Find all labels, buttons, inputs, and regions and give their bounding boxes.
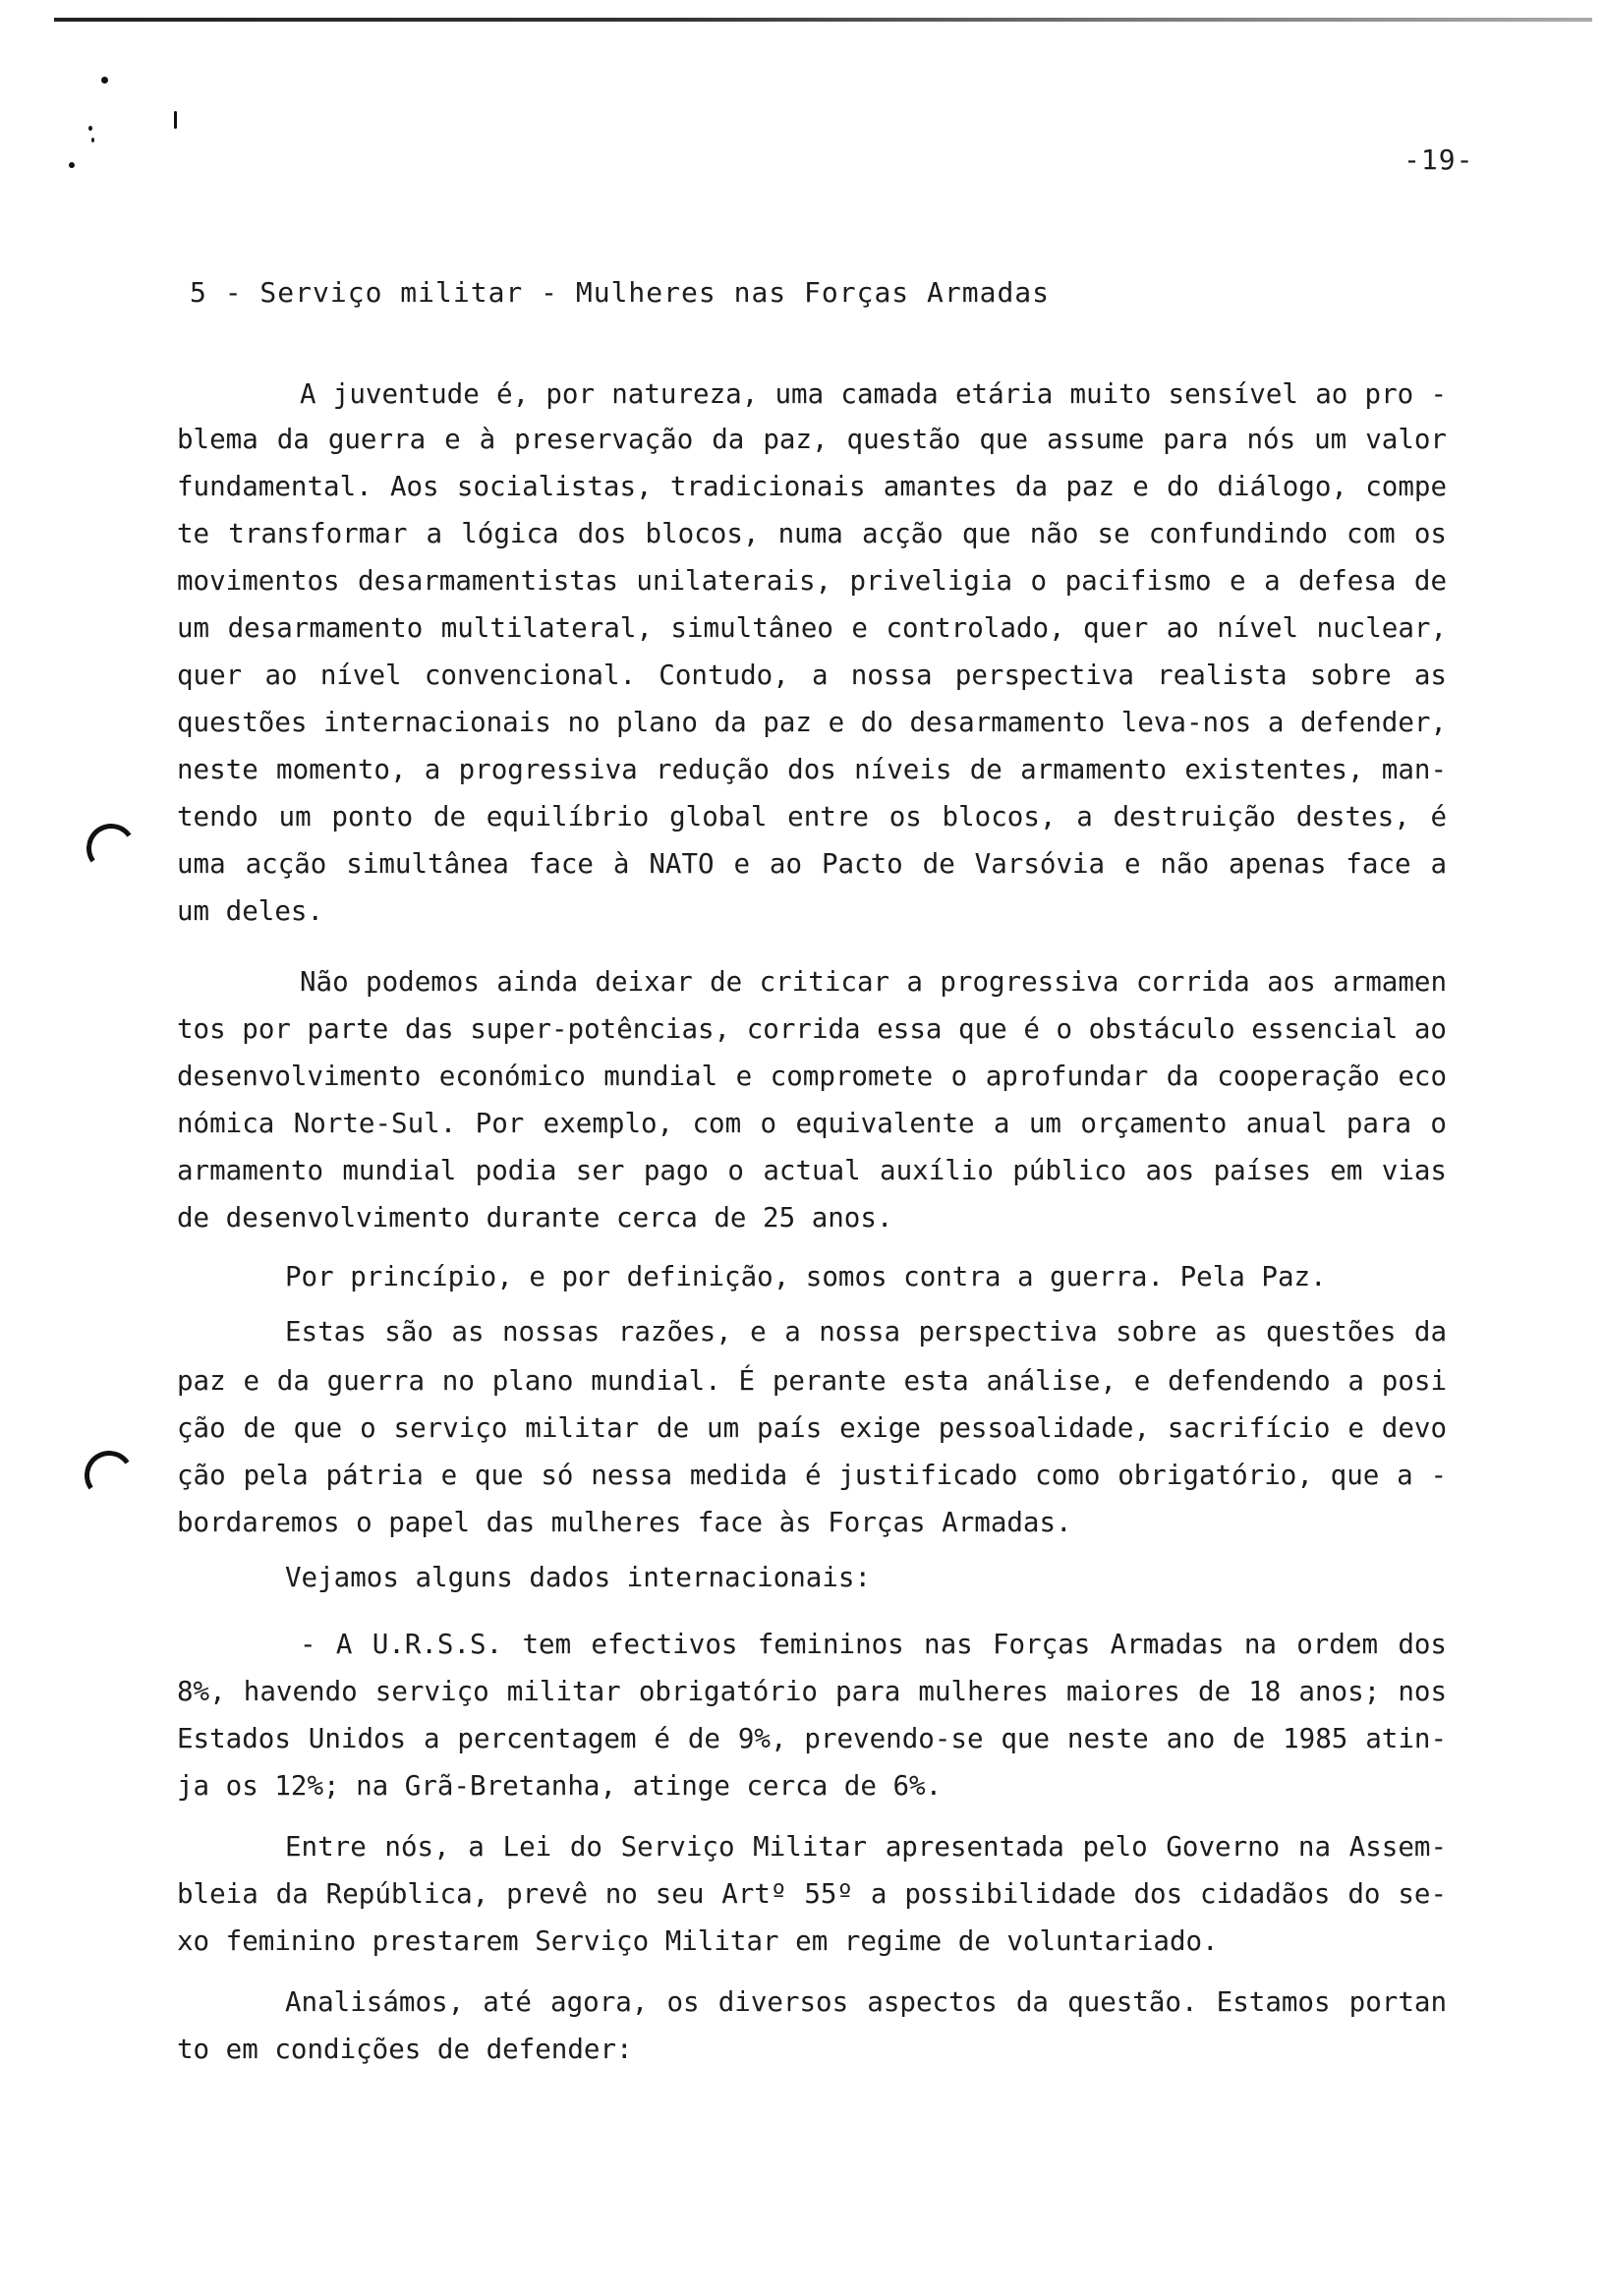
scan-speck <box>174 111 177 129</box>
text-line: - A U.R.S.S. tem efectivos femininos nas Forças Armadas na ordem dos <box>300 1629 1447 1660</box>
text-line: Estas são as nossas razões, e a nossa perspectiva sobre as questões da <box>285 1316 1447 1348</box>
text-line: bordaremos o papel das mulheres face às Forças Armadas. <box>177 1507 1072 1538</box>
text-line: fundamental. Aos socialistas, tradicionais amantes da paz e do diálogo, compe <box>177 471 1447 502</box>
text-line: quer ao nível convencional. Contudo, a nossa perspectiva realista sobre as <box>177 660 1447 691</box>
text-line: 8%, havendo serviço militar obrigatório para mulheres maiores de 18 anos; nos <box>177 1676 1447 1707</box>
text-line: um desarmamento multilateral, simultâneo e controlado, quer ao nível nuclear, <box>177 612 1447 644</box>
text-line: questões internacionais no plano da paz e do desarmamento leva-nos a defender, <box>177 707 1447 738</box>
text-line: blema da guerra e à preservação da paz, questão que assume para nós um valor <box>177 424 1447 455</box>
text-line: Estados Unidos a percentagem é de 9%, prevendo-se que neste ano de 1985 atin- <box>177 1723 1447 1754</box>
text-line: neste momento, a progressiva redução dos níveis de armamento existentes, man- <box>177 754 1447 785</box>
text-line: tendo um ponto de equilíbrio global entre os blocos, a destruição destes, é <box>177 801 1447 832</box>
text-line: armamento mundial podia ser pago o actual auxílio público aos países em vias <box>177 1155 1447 1186</box>
text-line: te transformar a lógica dos blocos, numa acção que não se confundindo com os <box>177 518 1447 549</box>
text-line: movimentos desarmamentistas unilaterais, priveligia o pacifismo e a defesa de <box>177 565 1447 597</box>
text-line: tos por parte das super-potências, corrida essa que é o obstáculo essencial ao <box>177 1013 1447 1045</box>
text-line: Analisámos, até agora, os diversos aspectos da questão. Estamos portan <box>285 1986 1447 2018</box>
text-line: de desenvolvimento durante cerca de 25 anos. <box>177 1202 893 1234</box>
top-scan-rule <box>54 18 1592 22</box>
scan-speck <box>88 126 92 131</box>
scan-speck <box>91 138 94 143</box>
text-line: A juventude é, por natureza, uma camada etária muito sensível ao pro - <box>300 378 1447 410</box>
text-line: Não podemos ainda deixar de criticar a progressiva corrida aos armamen <box>300 966 1447 998</box>
text-line: uma acção simultânea face à NATO e ao Pacto de Varsóvia e não apenas face a <box>177 848 1447 880</box>
page-number: -19- <box>1404 144 1474 176</box>
text-line: xo feminino prestarem Serviço Militar em regime de voluntariado. <box>177 1925 1219 1957</box>
text-line: ção pela pátria e que só nessa medida é justificado como obrigatório, que a - <box>177 1460 1447 1491</box>
text-line: ja os 12%; na Grã-Bretanha, atinge cerca de 6%. <box>177 1770 943 1802</box>
text-line: ção de que o serviço militar de um país exige pessoalidade, sacrifício e devo <box>177 1412 1447 1444</box>
text-line: to em condições de defender: <box>177 2034 633 2065</box>
text-line: Por princípio, e por definição, somos contra a guerra. Pela Paz. <box>285 1261 1327 1292</box>
text-line: bleia da República, prevê no seu Artº 55º a possibilidade dos cidadãos do se- <box>177 1878 1447 1910</box>
scan-speck <box>101 77 108 84</box>
section-heading: 5 - Serviço militar - Mulheres nas Forças Armadas <box>190 276 1051 309</box>
text-line: nómica Norte-Sul. Por exemplo, com o equivalente a um orçamento anual para o <box>177 1108 1447 1139</box>
text-line: Entre nós, a Lei do Serviço Militar apresentada pelo Governo na Assem- <box>285 1831 1447 1863</box>
text-line: desenvolvimento económico mundial e compromete o aprofundar da cooperação eco <box>177 1061 1447 1092</box>
text-line: Vejamos alguns dados internacionais: <box>285 1562 872 1593</box>
scan-speck <box>69 162 75 168</box>
text-line: um deles. <box>177 895 324 927</box>
punch-hole-mark <box>81 1447 138 1504</box>
punch-hole-mark <box>83 820 140 877</box>
text-line: paz e da guerra no plano mundial. É perante esta análise, e defendendo a posi <box>177 1365 1447 1397</box>
